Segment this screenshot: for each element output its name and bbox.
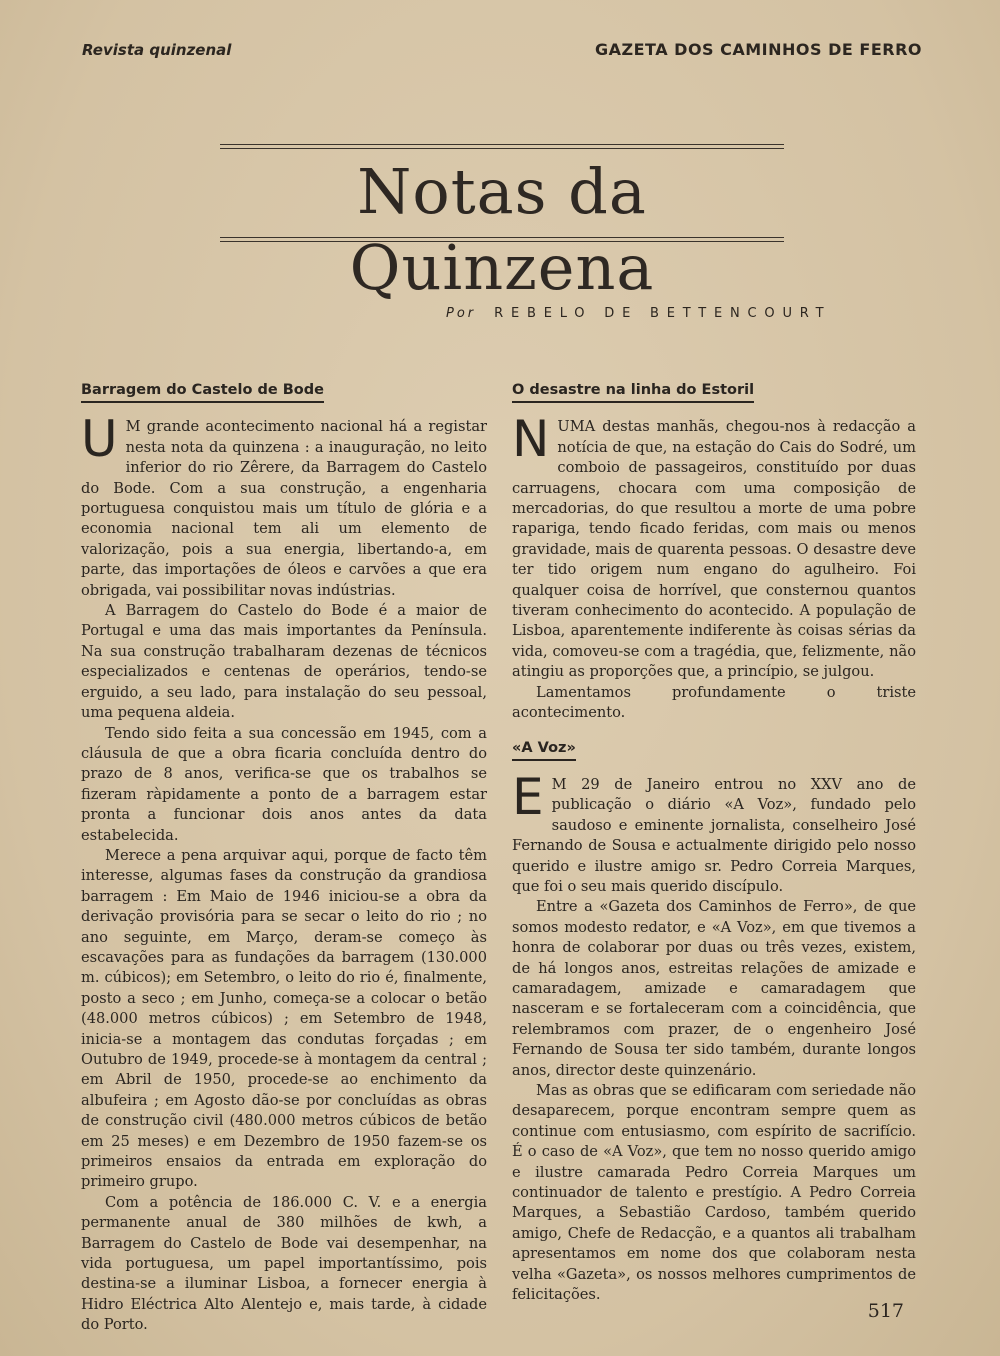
drop-cap: E bbox=[512, 767, 544, 826]
page-number: 517 bbox=[867, 1300, 904, 1322]
running-header-right: GAZETA DOS CAMINHOS DE FERRO bbox=[594, 40, 922, 59]
article-heading-barragem: Barragem do Castelo de Bode bbox=[81, 380, 324, 403]
drop-cap: N bbox=[512, 410, 550, 469]
article-paragraph: Mas as obras que se edificaram com seriedade não desaparecem, porque encontram sempre quem as continue com entusiasmo, com espírito de sacrifício. É o caso de «A Voz», que tem no nosso querido amigo e ilustre camarada Pedro Correia Marques um continuador de talento e prestígio. A Pedro Correia Marques, a Sebastião Cardoso, também querido amigo, Chefe de Redacção, e a quantos ali trabalham apresentamos em nome dos que colaboram nesta velha «Gazeta», os nossos melhores cumprimentos de felicitações. bbox=[512, 1082, 916, 1304]
first-word: M bbox=[125, 418, 141, 436]
first-word: UMA bbox=[557, 418, 596, 436]
title-banner bbox=[220, 144, 784, 304]
article-paragraph: Merece a pena arquivar aqui, porque de facto têm interesse, algumas fases da construção da grandiosa barragem : Em Maio de 1946 iniciou-se a obra da derivação provisória para se secar o leito do rio ; no ano seguinte, em Março, deram-se começo às escavações para as fundações da barragem (130.000 m. cúbicos); em Setembro, o leito do rio é, finalmente, posto a seco ; em Junho, começa-se a colocar o betão (48.000 metros cúbicos) ; em Setembro de 1948, inicia-se a montagem das condutas forçadas ; em Outubro de 1949, procede-se à montagem da central ; em Abril de 1950, procede-se ao enchimento da albufeira ; em Agosto dão-se por concluídas as obras de construção civil (480.000 metros cúbicos de betão em 25 meses) e em Dezembro de 1950 fazem-se os primeiros ensaios da entrada em exploração do primeiro grupo. bbox=[81, 846, 487, 1191]
title-rule-bottom-inner bbox=[220, 237, 784, 238]
title-rule-bottom bbox=[220, 241, 784, 242]
article-paragraph bbox=[81, 410, 488, 601]
column-right bbox=[512, 380, 916, 1305]
article-paragraph: Tendo sido feita a sua concessão em 1945, com a cláusula de que a obra ficaria concluída dentro do prazo de 8 anos, verifica-se que os trabalhos se fizeram ràpidamente a ponto de a barragem estar pronta a funcionar dois anos antes da data estabelecida. bbox=[81, 724, 487, 844]
article-paragraph: Entre a «Gazeta dos Caminhos de Ferro», de que somos modesto redator, e «A Voz», em que tivemos a honra de colaborar por duas ou três vezes, existem, de há longos anos, estreitas relações de amizade e camaradagem, amizade e camaradagem que nasceram e se fortaleceram com a coincidência, que relembramos com prazer, de o engenheiro José Fernando de Sousa ter sido também, durante longos anos, director deste quinzenário. bbox=[512, 898, 916, 1079]
article-paragraph bbox=[512, 767, 917, 897]
article-paragraph: Com a potência de 186.000 C. V. e a energia permanente anual de 380 milhões de kwh, a Barragem do Castelo de Bode vai desempenhar, na vida portuguesa, um papel importantíssimo, pois destina-se a iluminar Lisboa, a fornecer energia à Hidro Eléctrica Alto Alentejo e, mais tarde, à cidade do Porto. bbox=[81, 1193, 487, 1334]
paragraph-text: destas manhãs, chegou-nos à redacção a notícia de que, na estação do Cais do Sodré, um comboio de passageiros, constituído por duas carruagens, chocara com uma composição de mercadorias, do que resultou a morte de uma pobre rapariga, tendo ficado feridas, com mais ou menos gravidade, mais de quarenta pessoas. O desastre deve ter tido origem num engano do agulheiro. Foi qualquer coisa de horrível, que consternou quantos tiveram conhecimento do acontecido. A população de Lisboa, aparentemente indiferente às coisas sérias da vida, comoveu-se com a tragédia, que, felizmente, não atingiu as proporções que, a princípio, se julgou. bbox=[512, 418, 916, 681]
first-word: M bbox=[551, 775, 567, 793]
article-paragraph: Lamentamos profundamente o triste acontecimento. bbox=[512, 683, 916, 722]
article-heading-estoril: O desastre na linha do Estoril bbox=[512, 380, 754, 403]
paragraph-text: grande acontecimento nacional há a registar nesta nota da quinzena : a inauguração, no leito inferior do rio Zêrere, da Barragem do Castelo do Bode. Com a sua construção, a engenharia portuguesa conquistou mais um título de glória e a economia nacional tem ali um elemento de valorização, pois a sua energia, libertando-a, em parte, das importações de óleos e carvões a que era obrigada, vai possibilitar novas indústrias. bbox=[81, 418, 488, 599]
title-rule-top bbox=[220, 144, 784, 145]
byline-prefix: Por bbox=[446, 306, 477, 321]
article-paragraph: A Barragem do Castelo do Bode é a maior de Portugal e uma das mais importantes da Península. Na sua construção trabalharam dezenas de técnicos especializados e centenas de operários, tendo-se erguido, a seu lado, para instalação do seu pessoal, uma pequena aldeia. bbox=[81, 602, 487, 722]
drop-cap: U bbox=[81, 410, 118, 469]
column-left bbox=[81, 380, 487, 1336]
byline bbox=[446, 306, 892, 321]
paragraph-text: 29 de Janeiro entrou no XXV ano de publicação o diário «A Voz», fundado pelo saudoso e eminente jornalista, conselheiro José Fernando de Sousa e actualmente dirigido pelo nosso querido e ilustre amigo sr. Pedro Correia Marques, que foi o seu mais querido discípulo. bbox=[512, 775, 917, 895]
byline-author: REBELO DE BETTENCOURT bbox=[494, 306, 832, 321]
page-title: Notas da Quinzena bbox=[349, 155, 655, 304]
article-paragraph bbox=[512, 410, 916, 682]
title-rule-top-inner bbox=[220, 148, 784, 149]
article-heading-voz: «A Voz» bbox=[512, 738, 576, 761]
running-header-left: Revista quinzenal bbox=[82, 41, 232, 59]
